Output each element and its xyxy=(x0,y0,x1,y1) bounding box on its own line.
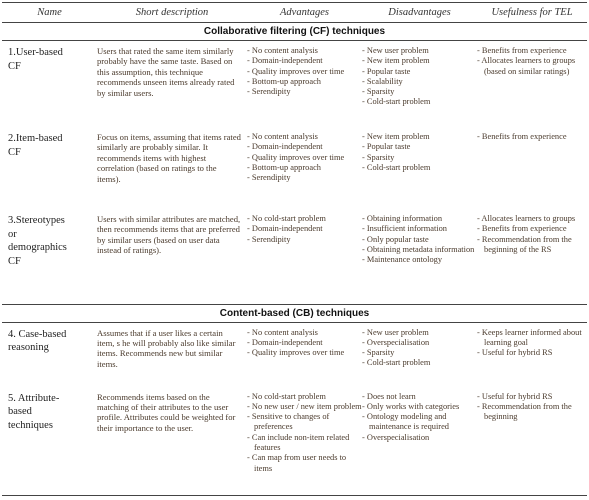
usefulness-cell: - Keeps learner informed about learning goal - Useful for hybrid RS xyxy=(477,328,587,392)
section-title: Content-based (CB) techniques xyxy=(2,304,587,322)
technique-description: Users that rated the same item similarly probably have the same taste. Based on this assumption, this technique recommends unseen items already rated by similar users. xyxy=(97,46,235,98)
section-header-cf xyxy=(2,23,587,41)
usefulness-cell: - Benefits from experience xyxy=(477,132,587,214)
disadvantages-cell: - Does not learn - Only works with categories - Ontology modeling and maintenance is required - Overspecialisation xyxy=(362,392,477,496)
disadvantages-cell: - New user problem - New item problem - Popular taste - Scalability - Sparsity - Cold-start problem xyxy=(362,46,477,132)
technique-name: 5. Attribute- based techniques xyxy=(2,392,97,496)
header-disadvantages: Disadvantages xyxy=(362,3,477,23)
technique-description: Assumes that if a user likes a certain item, s he will probably also like similar items. Recommends new but similar items. xyxy=(97,327,236,369)
header-advantages: Advantages xyxy=(247,3,362,23)
document-page xyxy=(2,2,587,496)
usefulness-cell: - Useful for hybrid RS - Recommendation from the beginning xyxy=(477,392,587,496)
techniques-table xyxy=(2,2,587,496)
advantages-cell: - No cold-start problem - Domain-independent - Serendipity xyxy=(247,214,362,304)
advantages-cell: - No content analysis - Domain-independent - Quality improves over time - Bottom-up approach - Serendipity xyxy=(247,46,362,132)
advantages-cell: - No content analysis - Domain-independent - Quality improves over time - Bottom-up approach - Serendipity xyxy=(247,132,362,214)
disadvantages-cell: - Obtaining information - Insufficient information - Only popular taste - Obtaining metadata information - Maintenance ontology xyxy=(362,214,477,304)
section-title: Collaborative filtering (CF) techniques xyxy=(2,23,587,41)
technique-name: 1.User-based CF xyxy=(8,47,63,72)
disadvantages-cell: - New item problem - Popular taste - Sparsity - Cold-start problem xyxy=(362,132,477,214)
table-row xyxy=(2,214,587,304)
technique-name: 4. Case-based reasoning xyxy=(8,328,67,353)
usefulness-cell: - Benefits from experience - Allocates learners to groups (based on similar ratings) xyxy=(477,46,587,132)
header-name: Name xyxy=(2,3,97,23)
header-row xyxy=(2,3,587,23)
section-header-cb xyxy=(2,304,587,322)
technique-description: Users with similar attributes are matched, then recommends items that are preferred by similar users (based on user data instead of ratings). xyxy=(97,214,247,304)
advantages-cell: - No cold-start problem - No new user / new item problem - Sensitive to changes of preferences - Can include non-item related features - Can map from user needs to items xyxy=(247,392,362,496)
disadvantages-cell: - New user problem - Overspecialisation - Sparsity - Cold-start problem xyxy=(362,328,477,392)
table-row xyxy=(2,132,587,214)
table-row xyxy=(2,392,587,496)
advantages-cell: - No content analysis - Domain-independent - Quality improves over time xyxy=(247,328,362,392)
technique-description: Recommends items based on the matching of their attributes to the user profile. Attributes could be weighted for their importance to the user. xyxy=(97,392,247,496)
table-row xyxy=(2,46,587,132)
header-usefulness: Usefulness for TEL xyxy=(477,3,587,23)
usefulness-cell: - Allocates learners to groups - Benefits from experience - Recommendation from the beginning of the RS xyxy=(477,214,587,304)
header-description: Short description xyxy=(97,3,247,23)
technique-name: 3.Stereotypes or demographics CF xyxy=(2,214,97,304)
technique-name: 2.Item-based CF xyxy=(8,133,63,158)
table-row xyxy=(2,328,587,392)
technique-description: Focus on items, assuming that items rated similarly are probably similar. It recommends items with highest correlation (based on ratings to the items). xyxy=(97,132,241,184)
